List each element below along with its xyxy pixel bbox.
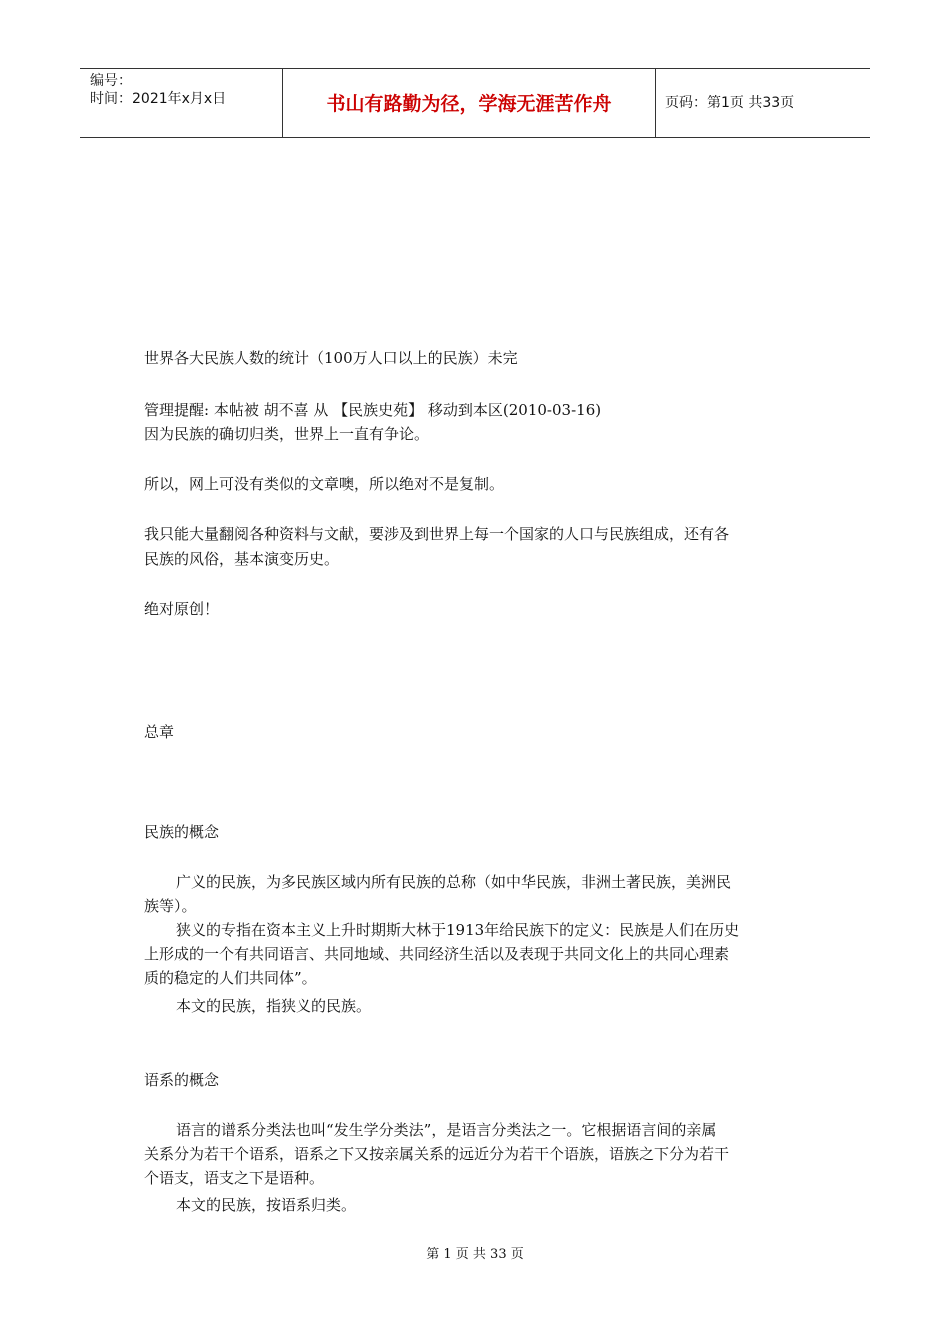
motto-text: 书山有路勤为径，学海无涯苦作舟 [326,93,612,115]
number-label: 编号： [90,73,132,89]
paragraph: 本文的民族，按语系归类。 [176,1196,357,1214]
section-heading: 民族的概念 [144,823,220,841]
page-info: 页码：第1页 共33页 [665,95,795,111]
admin-note: 管理提醒: 本帖被 胡不喜 从 【民族史苑】 移动到本区(2010-03-16) [144,401,602,419]
paragraph-line: 语言的谱系分类法也叫“发生学分类法”，是语言分类法之一。它根据语言间的亲属 [176,1121,717,1139]
time-label: 时间：2021年x月x日 [90,91,227,107]
paragraph-line: 上形成的一个有共同语言、共同地域、共同经济生活以及表现于共同文化上的共同心理素 [144,945,730,963]
paragraph: 本文的民族，指狭义的民族。 [176,997,372,1015]
paragraph: 所以，网上可没有类似的文章噢，所以绝对不是复制。 [144,475,505,493]
page-header [80,68,870,138]
section-heading: 总章 [144,723,175,741]
paragraph-line: 关系分为若干个语系，语系之下又按亲属关系的远近分为若干个语族，语族之下分为若干 [144,1145,730,1163]
document-title: 世界各大民族人数的统计（100万人口以上的民族）未完 [144,349,518,367]
header-meta-cell [80,69,282,137]
paragraph: 绝对原创！ [144,600,220,618]
paragraph-line: 质的稳定的人们共同体”。 [144,969,317,987]
paragraph-line: 我只能大量翻阅各种资料与文献，要涉及到世界上每一个国家的人口与民族组成，还有各 [144,525,730,543]
section-heading: 语系的概念 [144,1071,220,1089]
header-page-cell [655,69,870,137]
paragraph-line: 民族的风俗，基本演变历史。 [144,550,340,568]
paragraph-line: 狭义的专指在资本主义上升时期斯大林于1913年给民族下的定义：民族是人们在历史 [176,921,740,939]
header-motto-cell [282,69,656,137]
paragraph-line: 族等）。 [144,897,197,915]
paragraph-line: 广义的民族，为多民族区域内所有民族的总称（如中华民族，非洲土著民族，美洲民 [176,873,732,891]
paragraph: 因为民族的确切归类，世界上一直有争论。 [144,425,430,443]
paragraph-line: 个语支，语支之下是语种。 [144,1169,325,1187]
page-footer: 第 1 页 共 33 页 [426,1247,524,1262]
